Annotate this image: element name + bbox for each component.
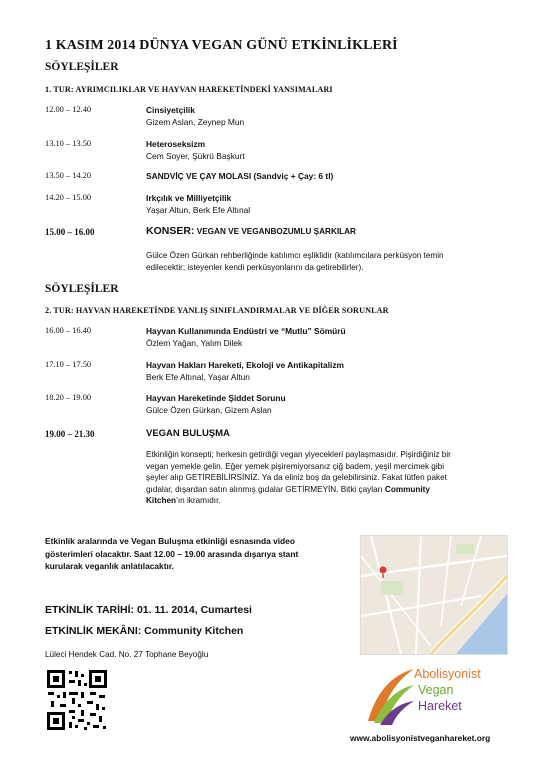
meetup-item: [146, 427, 230, 440]
logo-line1: Abolisyonist: [414, 667, 481, 681]
tour-heading-2: 2. TUR: HAYVAN HAREKETİNDE YANLIŞ SINIFLANDIRMALAR VE DİĞER SORUNLAR: [45, 306, 389, 315]
break-title: SANDVİÇ VE ÇAY MOLASI (Sandviç + Çay: 6 tl): [146, 171, 334, 181]
session-item: [146, 359, 344, 383]
tour-heading-1: 1. TUR: AYRIMCILIKLAR VE HAYVAN HAREKETİNDEKİ YANSIMALARI: [45, 85, 333, 94]
concert-description: Gülce Özen Gürkan rehberliğinde katılımcı eşliklidir (katılımcılara perküsyon temin edilecektir; isteyenler kendi perküsyonlarını da getirebilirler).: [146, 251, 444, 272]
logo-line2: Vegan: [418, 683, 454, 697]
session-item: [146, 104, 244, 128]
session-title: Hayvan Kullanımında Endüstri ve “Mutlu” Sömürü: [146, 326, 346, 336]
session-title: Cinsiyetçilik: [146, 105, 195, 115]
session-title: Heteroseksizm: [146, 139, 206, 149]
session-time: 13.50 – 14.20: [45, 171, 92, 180]
session-time: 17.10 – 17.50: [45, 360, 92, 369]
event-note: Etkinlik aralarında ve Vegan Buluşma etkinliği esnasında video gösterimleri olacaktır. Saat 12.00 – 19.00 arasında dışarıya stant kurularak veganlık anlatılacaktır.: [45, 536, 299, 571]
meetup-description: [146, 449, 466, 507]
meetup-desc-venue: Community Kitchen: [146, 484, 430, 505]
session-item: [146, 392, 286, 416]
session-time: 18.20 – 19.00: [45, 393, 92, 402]
session-time: 12.00 – 12.40: [45, 105, 92, 114]
event-address: Lüleci Hendek Cad. No. 27 Tophane Beyoğlu: [45, 650, 209, 659]
session-time: 13.10 – 13.50: [45, 139, 92, 148]
session-speakers: Berk Efe Altınal, Yaşar Altun: [146, 372, 250, 382]
session-title: Hayvan Hareketinde Şiddet Sorunu: [146, 393, 286, 403]
session-speakers: Gizem Aslan, Zeynep Mun: [146, 117, 245, 127]
website-link[interactable]: www.abolisyonistveganhareket.org: [350, 733, 491, 743]
session-item: [146, 192, 250, 216]
qr-code-graphic: [45, 668, 109, 732]
session-item: [146, 138, 245, 162]
event-place: ETKİNLİK MEKÂNI: Community Kitchen: [45, 625, 244, 637]
section-heading-2: SÖYLEŞİLER: [45, 283, 119, 295]
concert-time: 15.00 – 16.00: [45, 227, 95, 237]
meetup-time: 19.00 – 21.30: [45, 429, 95, 439]
break-item: [146, 170, 333, 182]
session-title: Irkçılık ve Milliyetçilik: [146, 193, 232, 203]
section-heading-1: SÖYLEŞİLER: [45, 61, 119, 73]
session-title: Hayvan Hakları Hareketi, Ekoloji ve Antikapitalizm: [146, 360, 344, 370]
logo-line3: Hareket: [418, 699, 462, 713]
concert-title: VEGAN VE VEGANBOZUMLU ŞARKILAR: [196, 227, 356, 236]
session-speakers: Gülce Özen Gürkan, Gizem Aslan: [146, 405, 272, 415]
session-time: 14.20 – 15.00: [45, 193, 92, 202]
page-title: 1 KASIM 2014 DÜNYA VEGAN GÜNÜ ETKİNLİKLERİ: [45, 38, 398, 53]
map-graphic: [361, 536, 507, 654]
meetup-desc-part: Etkinliğin konsepti; herkesin getirdiği vegan yiyecekleri paylaşmasıdır. Pişirdiğiniz bir vegan yemekle gelin. Eğer yemek pişiremiyorsanız çiğ badem, yeşil mercimek gibi şeyler alıp GETİREBİLİRSİNİZ. Ya da eliniz boş da gelebilirsiniz. Fakat lütfen paket gıdalar, dışardan satın alınmış gıdalar GETİRMEYİN. Bitki çayları: [146, 450, 451, 494]
map-image: [360, 535, 508, 655]
logo-icon: [366, 663, 511, 725]
meetup-desc-end: ’ın ikramıdır.: [176, 496, 221, 505]
session-time: 16.00 – 16.40: [45, 326, 92, 335]
concert-label: KONSER:: [146, 225, 195, 237]
event-date: ETKİNLİK TARİHİ: 01. 11. 2014, Cumartesi: [45, 604, 252, 616]
meetup-title: VEGAN BULUŞMA: [146, 428, 230, 439]
session-item: [146, 325, 346, 349]
session-speakers: Özlem Yağan, Yalım Dilek: [146, 338, 243, 348]
concert-item: [146, 225, 356, 238]
session-speakers: Cem Soyer, Şükrü Başkurt: [146, 151, 245, 161]
session-speakers: Yaşar Altun, Berk Efe Altınal: [146, 205, 251, 215]
qr-code-icon: [45, 668, 109, 732]
